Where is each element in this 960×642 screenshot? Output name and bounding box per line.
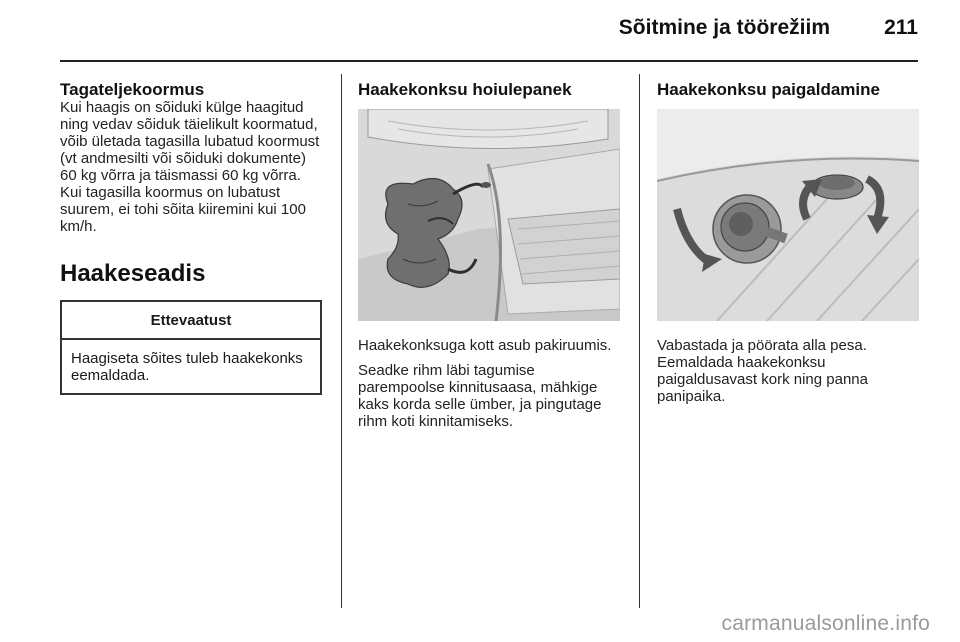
column-divider-left — [341, 74, 342, 608]
warning-box — [60, 300, 322, 395]
hook-installation-illustration — [657, 109, 919, 321]
column-2 — [358, 80, 624, 438]
hook-storage-illustration — [358, 109, 620, 321]
warning-title: Ettevaatust — [62, 302, 320, 340]
column-3 — [657, 80, 921, 413]
header-rule — [60, 60, 918, 62]
hook-storage-paragraph-2: Seadke rihm läbi tagumise parempoolse kinnitusaasa, mähkige kaks korda selle ümber, ja pingutage rihm koti kinnitamiseks. — [358, 362, 602, 430]
watermark: carmanualsonline.info — [721, 612, 930, 635]
page-number: 211 — [884, 16, 918, 39]
hook-installation-paragraph-1: Vabastada ja pöörata alla pesa. Eemaldada haakekonksu paigaldusavast kork ning panna panipaika. — [657, 337, 868, 405]
rear-axle-load-text: Kui haagis on sõiduki külge haagitud ning vedav sõiduk täielikult koormatud, võib ületada tagasilla lubatud koormust (vt andmesilti või sõiduki dokumente) 60 kg võrra ja täismassi 60 kg võrra. Kui tagasilla koormus on lubatust suurem, ei tohi sõita kiiremini kui 100 km/h. — [60, 99, 320, 235]
header-title: Sõitmine ja töörežiim — [618, 16, 830, 39]
column-1 — [60, 80, 324, 395]
section-title-hook-installation: Haakekonksu paigaldamine — [657, 80, 880, 99]
towing-device-heading: Haakeseadis — [60, 260, 206, 287]
hook-storage-paragraph-1: Haakekonksuga kott asub pakiruumis. — [358, 337, 612, 354]
section-title-hook-storage: Haakekonksu hoiulepanek — [358, 80, 572, 99]
warning-text: Haagiseta sõites tuleb haakekonks eemaldada. — [71, 350, 303, 384]
section-title-rear-axle-load: Tagateljekoormus — [60, 80, 205, 99]
column-divider-right — [639, 74, 640, 608]
